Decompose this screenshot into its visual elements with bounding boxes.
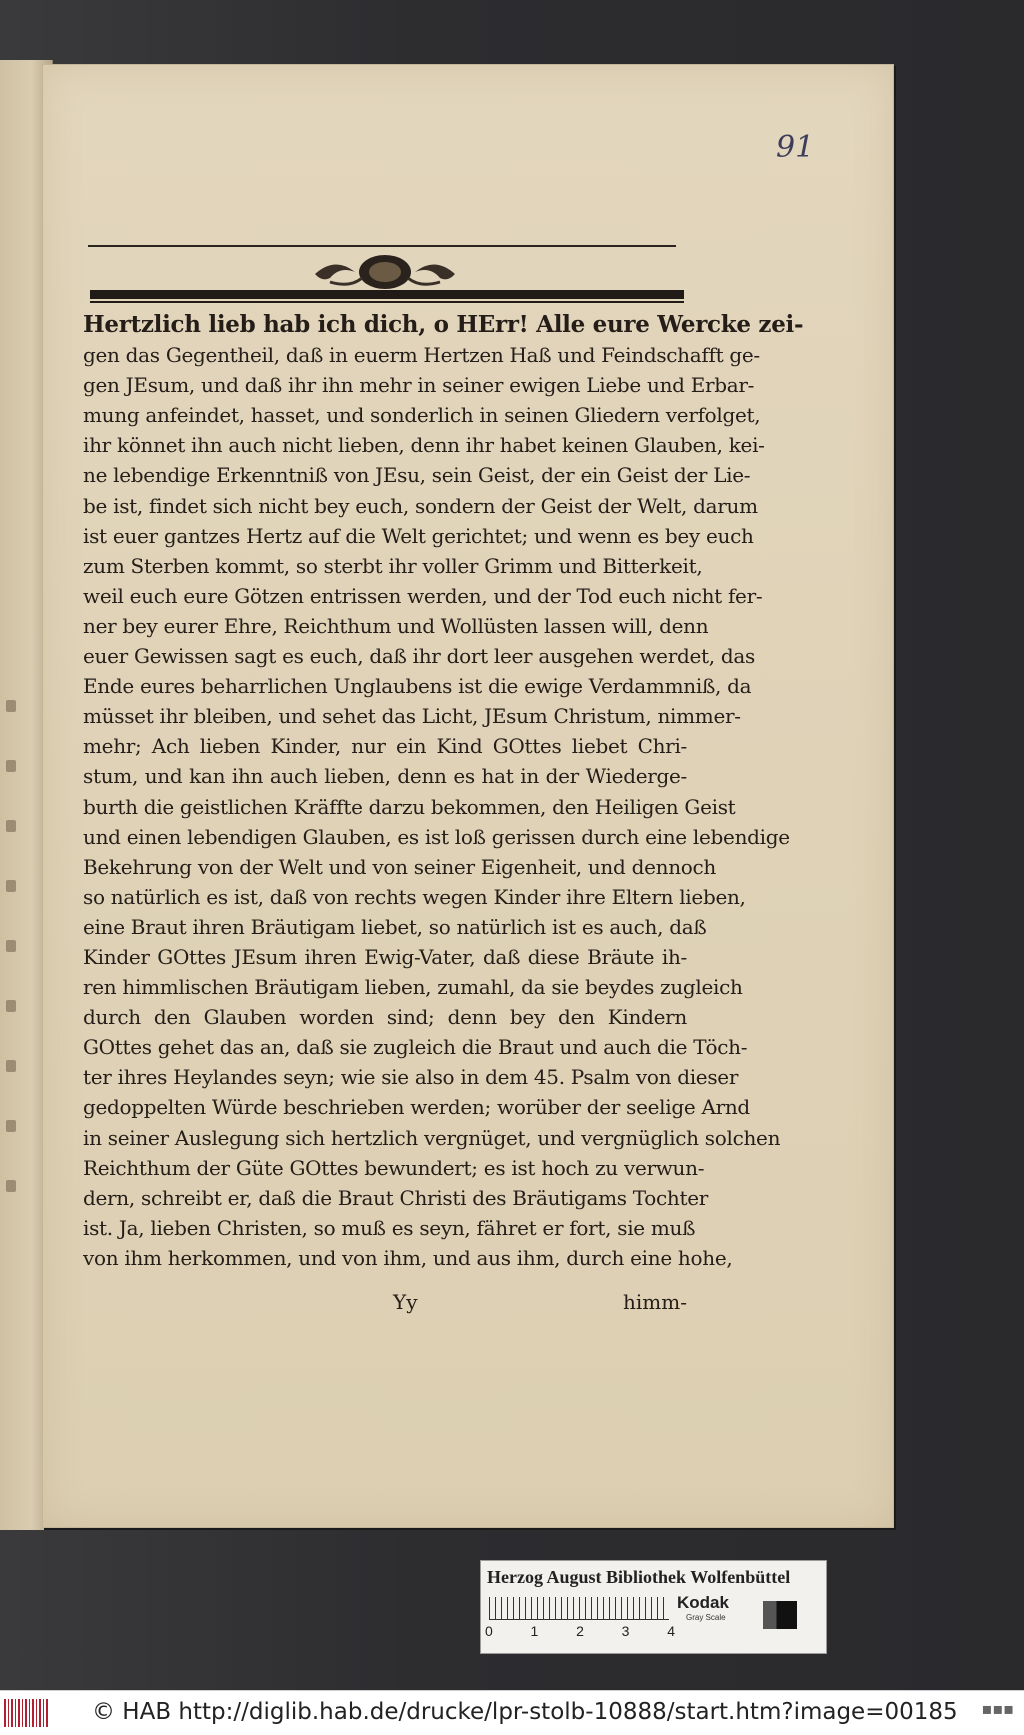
- viewer-footer: [0, 1690, 1024, 1735]
- text-line: gen JEsum, und daß ihr ihn mehr in seiner ewigen Liebe und Erbar-: [83, 373, 755, 398]
- text-line: ner bey eurer Ehre, Reichthum und Wollüsten lassen will, denn: [83, 613, 709, 638]
- text-fragment: [6, 880, 16, 892]
- text-line: eine Braut ihren Bräutigam liebet, so natürlich ist es auch, daß: [83, 914, 707, 939]
- text-line: ter ihres Heylandes seyn; wie sie also in dem 45. Psalm von dieser: [83, 1065, 739, 1090]
- text-line: Kinder GOttes JEsum ihren Ewig-Vater, daß diese Bräute ih-: [83, 944, 687, 969]
- gray-scale-label: Gray Scale: [686, 1613, 726, 1622]
- text-fragment: [6, 820, 16, 832]
- text-line: Ende eures beharrlichen Unglaubens ist die ewige Verdammniß, da: [83, 674, 752, 699]
- text-line: gen das Gegentheil, daß in euerm Hertzen Haß und Feindschafft ge-: [83, 343, 760, 368]
- ruler-number: 2: [576, 1623, 584, 1639]
- text-fragment: [6, 1060, 16, 1072]
- barcode-icon: [4, 1699, 48, 1727]
- text-fragment: [6, 760, 16, 772]
- text-line: so natürlich es ist, daß von rechts wegen Kinder ihre Eltern lieben,: [83, 884, 746, 909]
- page-footer-line: [83, 1290, 687, 1320]
- text-line: müsset ihr bleiben, und sehet das Licht, JEsum Christum, nimmer-: [83, 704, 741, 729]
- text-fragment: [6, 1000, 16, 1012]
- text-line: be ist, findet sich nicht bey euch, sondern der Geist der Welt, darum: [83, 493, 758, 518]
- more-options-icon[interactable]: ▪▪▪: [981, 1699, 1014, 1718]
- text-line: ren himmlischen Bräutigam lieben, zumahl, da sie beydes zugleich: [83, 975, 743, 1000]
- color-calibration-card: [480, 1560, 827, 1654]
- catchword: himm-: [623, 1290, 687, 1314]
- text-line: GOttes gehet das an, daß sie zugleich die Braut und auch die Töch-: [83, 1035, 748, 1060]
- text-line: mehr; Ach lieben Kinder, nur ein Kind GOttes liebet Chri-: [83, 734, 687, 759]
- text-fragment: [6, 940, 16, 952]
- text-line: zum Sterben kommt, so sterbt ihr voller Grimm und Bitterkeit,: [83, 553, 703, 578]
- heading-bar-underline: [90, 301, 684, 303]
- ruler-numbers: [485, 1623, 675, 1639]
- text-line: burth die geistlichen Kräffte darzu bekommen, den Heiligen Geist: [83, 794, 736, 819]
- text-line: in seiner Auslegung sich hertzlich vergnüget, und vergnüglich solchen: [83, 1125, 781, 1150]
- signature-mark: Yy: [393, 1290, 418, 1314]
- ornament-icon: [310, 252, 460, 292]
- text-line: durch den Glauben worden sind; denn bey den Kindern: [83, 1005, 687, 1030]
- text-line: ist. Ja, lieben Christen, so muß es seyn, fähret er fort, sie muß: [83, 1215, 696, 1240]
- ruler-number: 3: [621, 1623, 630, 1639]
- text-line: dern, schreibt er, daß die Braut Christi des Bräutigams Tochter: [83, 1185, 709, 1210]
- text-line: Reichthum der Güte GOttes bewundert; es ist hoch zu verwun-: [83, 1155, 705, 1180]
- text-line: Bekehrung von der Welt und von seiner Eigenheit, und dennoch: [83, 854, 716, 879]
- text-line: weil euch eure Götzen entrissen werden, und der Tod euch nicht fer-: [83, 583, 763, 608]
- text-line: mung anfeindet, hasset, und sonderlich in seinen Gliedern verfolget,: [83, 403, 761, 428]
- header-rule: [88, 245, 676, 247]
- kodak-logo: Kodak: [677, 1593, 729, 1612]
- text-line: ne lebendige Erkenntniß von JEsu, sein Geist, der ein Geist der Lie-: [83, 463, 751, 488]
- text-line: stum, und kan ihn auch lieben, denn es hat in der Wiederge-: [83, 764, 687, 789]
- text-line: ist euer gantzes Hertz auf die Welt gerichtet; und wenn es bey euch: [83, 523, 754, 548]
- text-line: gedoppelten Würde beschrieben werden; worüber der seelige Arnd: [83, 1095, 750, 1120]
- text-fragment: [6, 1180, 16, 1192]
- heading-bar: [90, 290, 684, 299]
- body-text: [83, 310, 804, 1273]
- ruler-number: 0: [485, 1623, 493, 1639]
- page-number: 91: [776, 130, 815, 165]
- text-line: Hertzlich lieb hab ich dich, o HErr! Alle eure Wercke zei-: [83, 311, 804, 338]
- ruler-number: 1: [530, 1623, 539, 1639]
- institution-label: Herzog August Bibliothek Wolfenbüttel: [487, 1567, 791, 1587]
- text-fragment: [6, 700, 16, 712]
- text-line: von ihm herkommen, und von ihm, und aus ihm, durch eine hohe,: [83, 1245, 733, 1270]
- text-line: und einen lebendigen Glauben, es ist loß gerissen durch eine lebendige: [83, 824, 790, 849]
- text-line: euer Gewissen sagt es euch, daß ihr dort leer ausgehen werdet, das: [83, 644, 755, 669]
- text-line: ihr könnet ihn auch nicht lieben, denn ihr habet keinen Glauben, kei-: [83, 433, 765, 458]
- ruler-number: 4: [667, 1623, 675, 1639]
- copyright-link[interactable]: © HAB http://diglib.hab.de/drucke/lpr-stolb-10888/start.htm?image=00185: [92, 1699, 958, 1725]
- gray-patch: [763, 1601, 797, 1629]
- text-fragment: [6, 1120, 16, 1132]
- ruler-scale: [489, 1597, 669, 1620]
